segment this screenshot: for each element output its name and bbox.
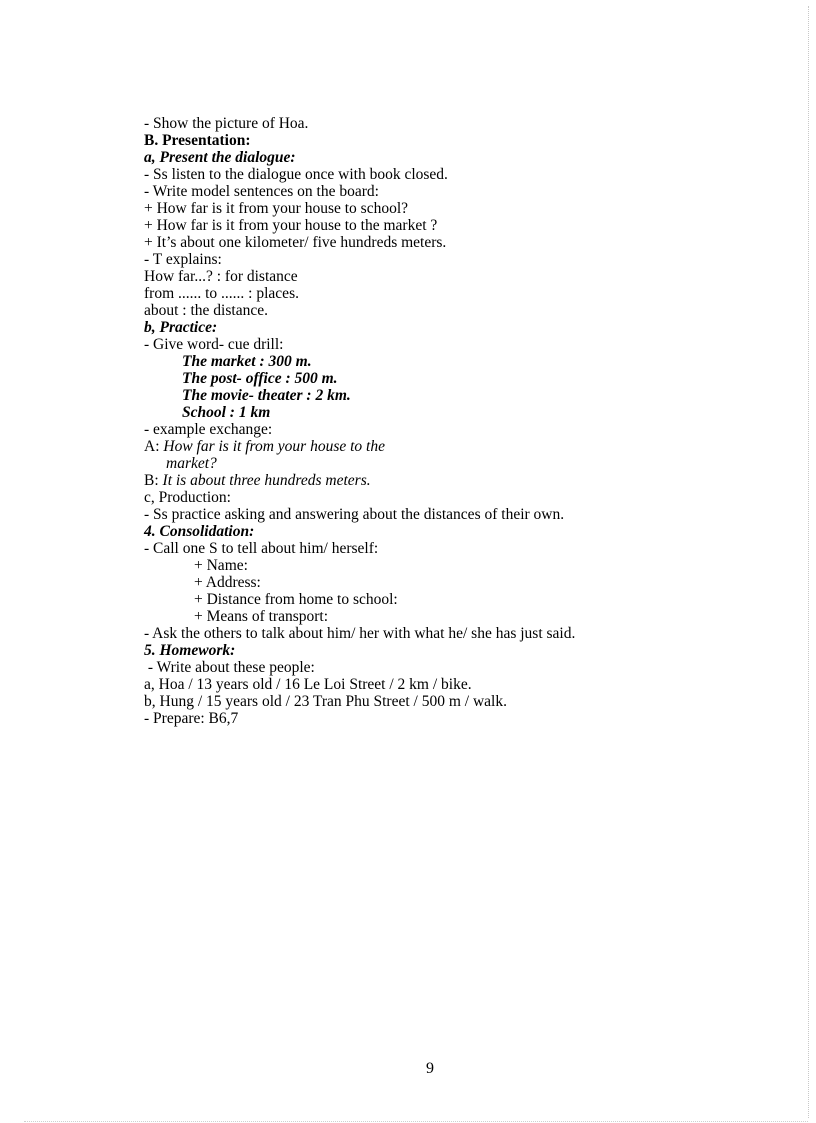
text-line: + It’s about one kilometer/ five hundreds meters. <box>144 234 447 251</box>
text-line: - Call one S to tell about him/ herself: <box>144 540 379 557</box>
drill-cue: The market : 300 m. <box>182 353 312 370</box>
text-line: - Ask the others to talk about him/ her with what he/ she has just said. <box>144 625 576 642</box>
text-line: c, Production: <box>144 489 231 506</box>
text-line: - Ss practice asking and answering about the distances of their own. <box>144 506 565 523</box>
text-line: - Write about these people: <box>144 659 315 676</box>
section-heading: 5. Homework: <box>144 642 236 659</box>
text-line: from ...... to ...... : places. <box>144 285 299 302</box>
section-heading: B. Presentation: <box>144 132 251 149</box>
list-item: + Address: <box>194 574 261 591</box>
text-line: - Write model sentences on the board: <box>144 183 379 200</box>
page-edge-bottom <box>24 1121 808 1122</box>
list-item: + Means of transport: <box>194 608 329 625</box>
page-edge-right <box>808 6 809 1118</box>
dialogue-text: market? <box>166 455 217 472</box>
text-line: a, Hoa / 13 years old / 16 Le Loi Street / 2 km / bike. <box>144 676 472 693</box>
text-line: How far...? : for distance <box>144 268 298 285</box>
list-item: + Distance from home to school: <box>194 591 398 608</box>
subsection-heading: b, Practice: <box>144 319 218 336</box>
text-line: + How far is it from your house to school? <box>144 200 409 217</box>
text-line: - Give word- cue drill: <box>144 336 284 353</box>
subsection-heading: a, Present the dialogue: <box>144 149 296 166</box>
dialogue-text: It is about three hundreds meters. <box>162 472 371 489</box>
section-heading: 4. Consolidation: <box>144 523 255 540</box>
text-line: - T explains: <box>144 251 222 268</box>
text-line: about : the distance. <box>144 302 268 319</box>
speaker-label: B: <box>144 472 163 489</box>
text-line: + How far is it from your house to the market ? <box>144 217 438 234</box>
speaker-label: A: <box>144 438 164 455</box>
drill-cue: The post- office : 500 m. <box>182 370 338 387</box>
text-line: - Show the picture of Hoa. <box>144 115 309 132</box>
list-item: + Name: <box>194 557 248 574</box>
dialogue-line-a <box>144 438 744 455</box>
drill-cue: School : 1 km <box>182 404 271 421</box>
drill-cue: The movie- theater : 2 km. <box>182 387 351 404</box>
text-line: - Ss listen to the dialogue once with book closed. <box>144 166 448 183</box>
text-line: b, Hung / 15 years old / 23 Tran Phu Street / 500 m / walk. <box>144 693 507 710</box>
lesson-content <box>144 115 744 727</box>
dialogue-text: How far is it from your house to the <box>163 438 385 455</box>
dialogue-line-b <box>144 472 744 489</box>
page-number: 9 <box>426 1060 434 1077</box>
text-line: - example exchange: <box>144 421 273 438</box>
text-line: - Prepare: B6,7 <box>144 710 239 727</box>
